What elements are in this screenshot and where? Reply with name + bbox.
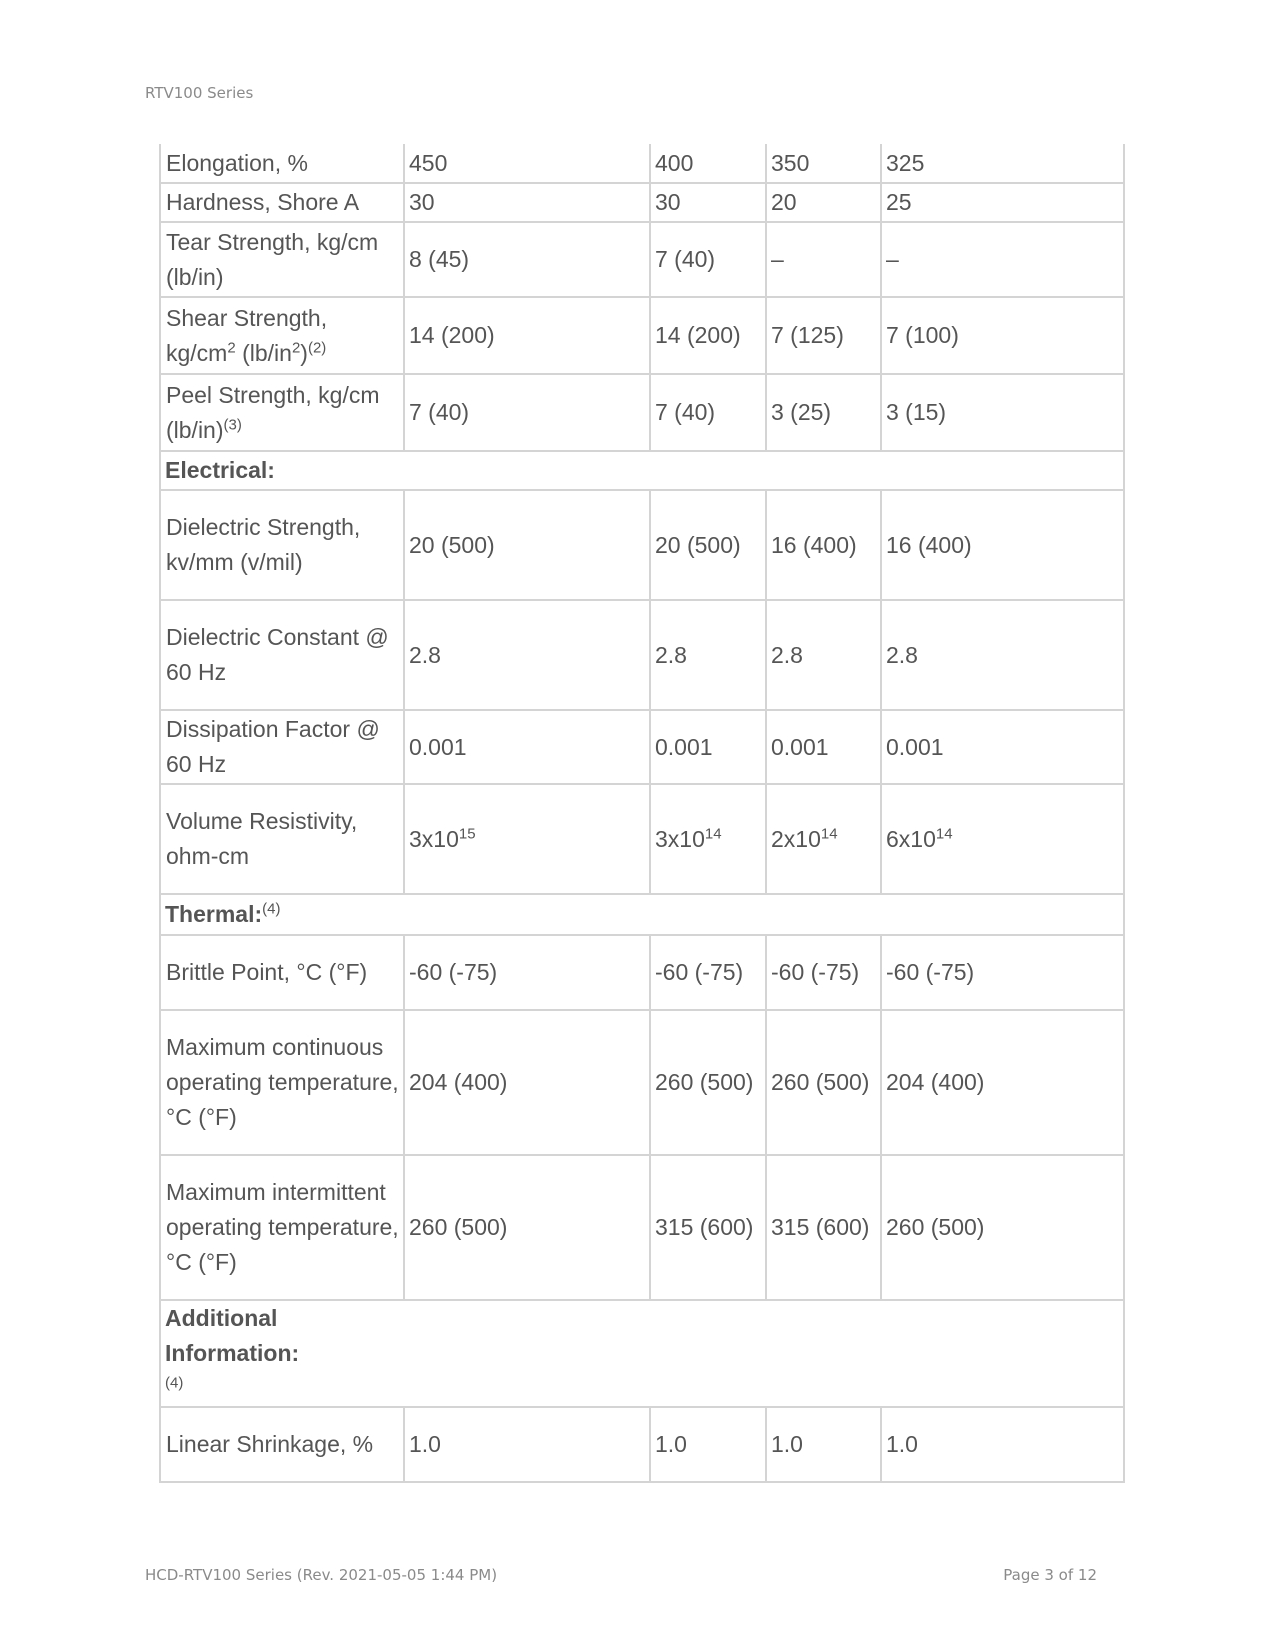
cell-value: – [766,222,881,297]
cell-value: $6x10^{14}$ [881,784,1124,894]
row-label: Linear Shrinkage, % [160,1407,404,1482]
page-header: RTV100 Series [145,84,254,102]
cell-value: 315 (600) [650,1155,766,1300]
cell-value: 260 (500) [881,1155,1124,1300]
cell-value: 260 (500) [404,1155,650,1300]
table-row [160,222,1124,297]
section-heading: Electrical: [160,451,1124,490]
table-row [160,144,1124,183]
table-row [160,1010,1124,1155]
cell-value: 204 (400) [404,1010,650,1155]
cell-value: – [881,222,1124,297]
table-row [160,600,1124,710]
row-label: Shear Strength, $kg/cm^2$ $(lb/in^2)^{(2)}$ [160,297,404,374]
table-row [160,490,1124,600]
cell-value: 2.8 [650,600,766,710]
cell-value: 16 (400) [881,490,1124,600]
row-label: Brittle Point, °C (°F) [160,935,404,1010]
cell-value: 1.0 [766,1407,881,1482]
cell-value: 0.001 [881,710,1124,784]
cell-value: 14 (200) [650,297,766,374]
row-label: Maximum intermittent operating temperature, °C (°F) [160,1155,404,1300]
cell-value: 2.8 [881,600,1124,710]
cell-value: 20 [766,183,881,222]
cell-value: -60 (-75) [881,935,1124,1010]
cell-value: 30 [650,183,766,222]
cell-value: 0.001 [766,710,881,784]
footnote-ref: (4) [262,900,281,918]
cell-value: 1.0 [650,1407,766,1482]
cell-value: 20 (500) [404,490,650,600]
cell-value: 2.8 [766,600,881,710]
footer-revision: HCD-RTV100 Series (Rev. 2021-05-05 1:44 PM) [145,1566,498,1584]
row-label: Maximum continuous operating temperature, °C (°F) [160,1010,404,1155]
footnote-ref: (2) [307,338,327,356]
cell-value: $3x10^{14}$ [650,784,766,894]
cell-value: -60 (-75) [404,935,650,1010]
section-row [160,894,1124,935]
cell-value: -60 (-75) [766,935,881,1010]
row-label: Hardness, Shore A [160,183,404,222]
footnote-ref: (3) [223,415,242,433]
cell-value: $2x10^{14}$ [766,784,881,894]
row-label: Peel Strength, kg/cm $(lb/in)^{(3)}$ [160,374,404,451]
cell-value: 0.001 [404,710,650,784]
cell-value: 350 [766,144,881,183]
footnote-ref: (4) [165,1374,184,1392]
cell-value: 260 (500) [766,1010,881,1155]
cell-value: 400 [650,144,766,183]
table-row [160,183,1124,222]
section-heading: Additional Information:$^{(4)}$ [160,1300,1124,1407]
cell-value: 7 (100) [881,297,1124,374]
cell-value: $3x10^{15}$ [404,784,650,894]
cell-value: 25 [881,183,1124,222]
row-label: Tear Strength, kg/cm (lb/in) [160,222,404,297]
cell-value: 325 [881,144,1124,183]
spec-table [159,144,1125,1483]
cell-value: 7 (40) [404,374,650,451]
row-label: Dissipation Factor @ 60 Hz [160,710,404,784]
cell-value: 1.0 [404,1407,650,1482]
section-row [160,1300,1124,1407]
row-label: Dielectric Strength, kv/mm (v/mil) [160,490,404,600]
table-row [160,784,1124,894]
cell-value: 14 (200) [404,297,650,374]
cell-value: 16 (400) [766,490,881,600]
cell-value: 20 (500) [650,490,766,600]
cell-value: 8 (45) [404,222,650,297]
cell-value: 204 (400) [881,1010,1124,1155]
cell-value: 7 (40) [650,222,766,297]
cell-value: 315 (600) [766,1155,881,1300]
table-row [160,1155,1124,1300]
cell-value: 30 [404,183,650,222]
cell-value: 450 [404,144,650,183]
table-row [160,935,1124,1010]
cell-value: 7 (125) [766,297,881,374]
row-label: Elongation, % [160,144,404,183]
cell-value: 260 (500) [650,1010,766,1155]
page-footer [145,1566,1097,1584]
table-row [160,710,1124,784]
page-number: Page 3 of 12 [1003,1566,1097,1584]
section-heading: Thermal:$^{(4)}$ [160,894,1124,935]
cell-value: -60 (-75) [650,935,766,1010]
cell-value: 0.001 [650,710,766,784]
row-label: Volume Resistivity, ohm-cm [160,784,404,894]
section-row [160,451,1124,490]
cell-value: 3 (15) [881,374,1124,451]
table-row [160,297,1124,374]
cell-value: 2.8 [404,600,650,710]
row-label: Dielectric Constant @ 60 Hz [160,600,404,710]
table-row [160,1407,1124,1482]
cell-value: 7 (40) [650,374,766,451]
cell-value: 1.0 [881,1407,1124,1482]
cell-value: 3 (25) [766,374,881,451]
table-row [160,374,1124,451]
